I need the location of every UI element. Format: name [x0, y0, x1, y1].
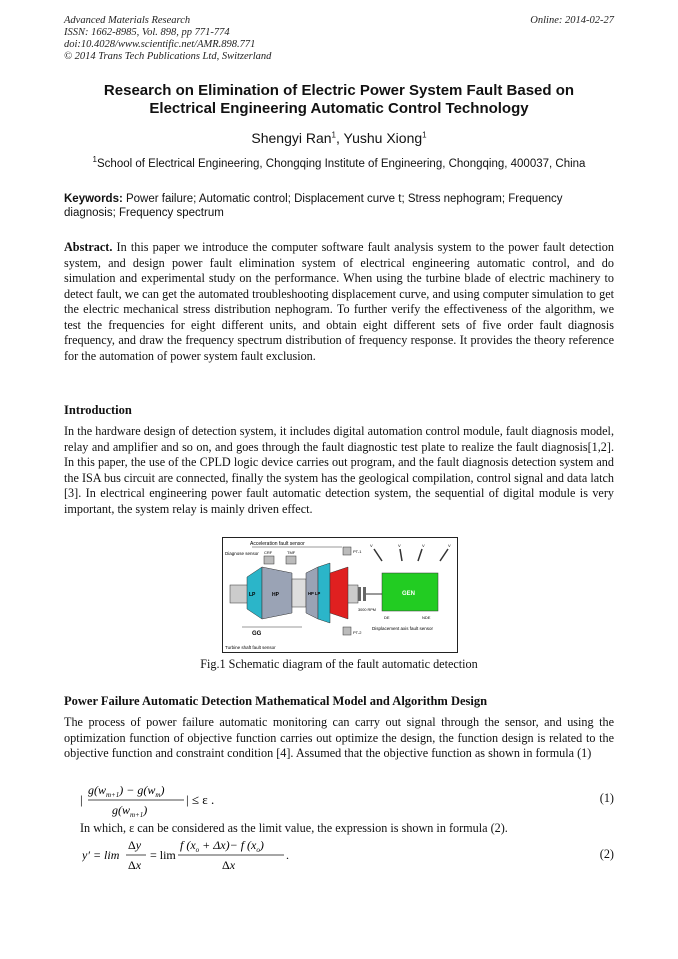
label-diagnose: Diagnose sensor: [225, 551, 259, 556]
figure-1: [222, 537, 458, 653]
online-date: Online: 2014-02-27: [530, 15, 614, 26]
abstract-text: In this paper we introduce the computer software fault analysis system to the power fault detection system, and design power fault elimination system of electrical engineering automatic control, and do simulation and experimental study on the performance. When using the turbine blade of electric machinery to detect fault, we can get the automated troubleshooting displacement curve, and using computer simulation to get the electric mechanical stress distribution nephogram. To further verify the effectiveness of the algorithm, we test the frequencies for eight different units, and obtain eight different sets of five order fault diagnosis frequency, and draw the frequency spectrum distribution of frequency response. It provides the theory reference for the automation of power system fault exclusion.: [64, 240, 614, 363]
label-v3: V: [422, 543, 425, 548]
eq1-numerator: $g(w_{m+1}) - g(w_m)$: [88, 783, 165, 799]
sensor-pt1: [343, 547, 351, 555]
equation-1: [80, 780, 280, 820]
title-line-2: Electrical Engineering Automatic Control Technology: [149, 100, 529, 117]
section-2-text: The process of power failure automatic monitoring can carry out signal through the sensor, and using the optimization function of objective function carries out optimize the design, the function design is related to the objective function and constraint condition [4]. Assumed that the objective function as shown in formula (1): [64, 715, 614, 760]
eq2-lhs: y′ = lim: [82, 848, 120, 862]
label-pt1: PT-1: [353, 549, 362, 554]
eq2-dy: Δy: [128, 838, 142, 852]
eq2-numerator: f $(x_o + \Delta x)- f$ $(x_o)$: [180, 838, 264, 854]
label-de: DE: [384, 615, 390, 620]
fault-detection-schematic: [222, 537, 458, 653]
sensor-pt2: [343, 627, 351, 635]
copyright: © 2014 Trans Tech Publications Ltd, Switzerland: [64, 51, 272, 62]
sensor-crf: [264, 556, 274, 564]
equation-2-number: (2): [599, 847, 614, 861]
label-rpm: 3000 RPM: [358, 608, 376, 612]
coupling-left: [358, 587, 361, 601]
eq1-denominator: $g(w_{m+1})$: [112, 803, 148, 819]
figure-caption: Fig.1 Schematic diagram of the fault automatic detection: [200, 657, 478, 671]
equation-2: [82, 835, 322, 875]
author-1: Shengyi Ran: [251, 130, 332, 146]
label-hp: HP: [272, 592, 279, 598]
keywords-text: Power failure; Automatic control; Displacement curve t; Stress nephogram; Frequency diagnosis; Frequency spectrum: [64, 193, 563, 219]
label-tmf: TMF: [287, 550, 296, 555]
label-hplp: HP LP: [308, 591, 321, 596]
label-v2: V: [398, 543, 401, 548]
equation-description: In which, ε can be considered as the limit value, the expression is shown in formula (2).: [80, 821, 508, 835]
combustor: [292, 579, 306, 607]
authors: [60, 130, 618, 146]
abstract-label: Abstract.: [64, 240, 113, 254]
coupling-right: [363, 587, 366, 601]
label-nde: NDE: [422, 615, 431, 620]
label-pt2: PT-2: [353, 630, 362, 635]
abstract: [64, 240, 614, 364]
keywords-label: Keywords:: [64, 193, 123, 205]
introduction-heading: Introduction: [64, 403, 132, 417]
label-gg: GG: [252, 631, 262, 637]
affiliation-sup: 1: [92, 155, 97, 164]
journal-name: Advanced Materials Research: [64, 15, 191, 26]
keywords: [64, 192, 614, 220]
eq2-period: .: [286, 848, 289, 862]
abs-bar-left: |: [80, 792, 83, 807]
eq2-denominator: Δx: [222, 858, 236, 872]
power-turbine: [330, 567, 348, 619]
affiliation-text: School of Electrical Engineering, Chongqing Institute of Engineering, Chongqing, 400037, China: [97, 157, 586, 170]
section-2-heading: Power Failure Automatic Detection Mathematical Model and Algorithm Design: [64, 694, 488, 708]
author-2-sup: 1: [422, 130, 427, 140]
author-sep: ,: [336, 130, 344, 146]
equation-2-svg: [82, 835, 322, 875]
label-lp: LP: [249, 592, 256, 598]
doi: doi:10.4028/www.scientific.net/AMR.898.771: [64, 39, 256, 50]
equation-1-svg: [80, 780, 280, 820]
introduction-text: In the hardware design of detection system, it includes digital automation control module, fault diagnosis model, relay and amplifier and so on, and goes through the fault diagnostic test plate to realize the fault diagnosis[1,2]. In this paper, the use of the CPLD logic device carries out program, and the fault diagnosis detection system and the ISA bus circuit are connected, finally the system has the geological compilation, control signal and data latch [3]. In electrical engineering power fault automatic detection system, the sequential of digital module is very important, the system relay is mainly driven effect.: [64, 424, 614, 516]
label-gen: GEN: [402, 591, 416, 597]
author-2: Yushu Xiong: [343, 130, 423, 146]
sensor-tmf: [286, 556, 296, 564]
label-turbine: Turbine shaft fault sensor: [225, 645, 276, 650]
label-crf: CRF: [264, 550, 273, 555]
label-displacement: Displacement axis fault sensor: [372, 626, 434, 631]
label-v1: V: [370, 543, 373, 548]
label-accel: Acceleration fault sensor: [250, 541, 305, 547]
eq1-rhs: | ≤ ε .: [186, 792, 215, 807]
equation-1-number: (1): [599, 791, 614, 805]
title-line-1: Research on Elimination of Electric Power System Fault Based on: [103, 82, 575, 99]
affiliation: [40, 155, 638, 170]
author-1-sup: 1: [331, 130, 336, 140]
label-v4: V: [448, 543, 451, 548]
eq2-eq-lim: = lim: [150, 848, 176, 862]
eq2-dx: Δx: [128, 858, 142, 872]
issn: ISSN: 1662-8985, Vol. 898, pp 771-774: [64, 27, 230, 38]
